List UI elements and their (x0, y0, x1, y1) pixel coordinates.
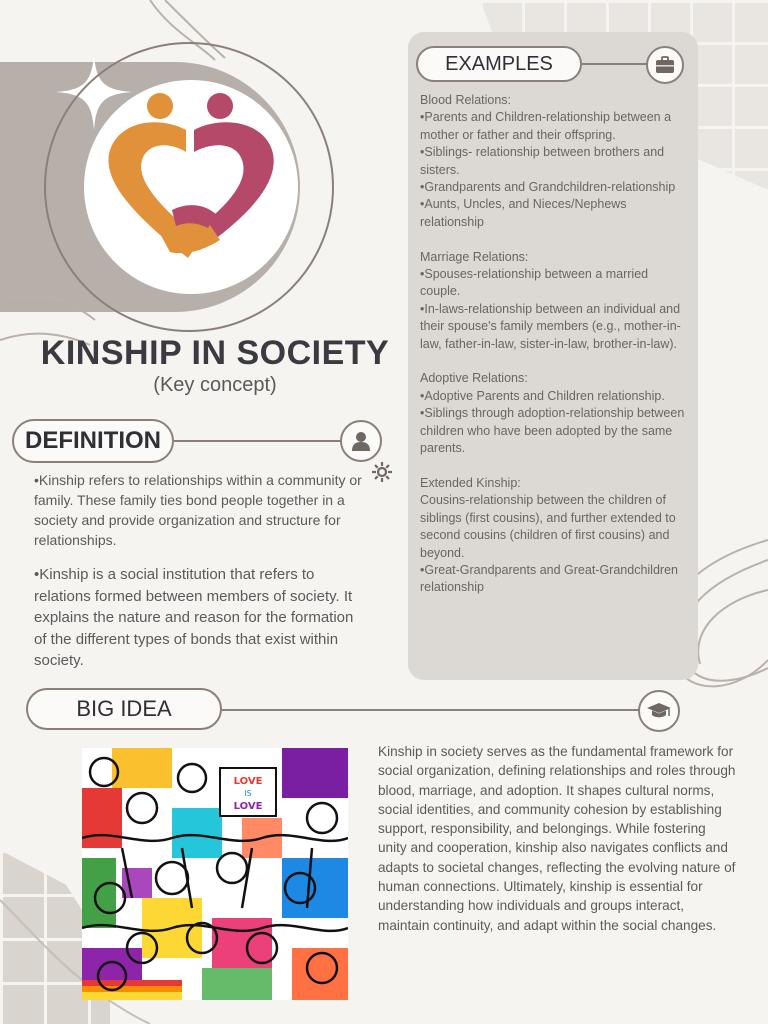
sign-text-line-3: LOVE (233, 801, 263, 812)
example-group-title: Extended Kinship: (420, 475, 521, 490)
example-item: •Parents and Children-relationship between a mother or father and their offspring. (420, 110, 672, 142)
definition-heading: DEFINITION (12, 419, 174, 463)
definition-divider (174, 440, 342, 442)
definition-paragraph-1: •Kinship refers to relationships within a community or family. These family ties bond people together in a society and provide organization and structure for relationships. (34, 472, 362, 548)
graduation-cap-icon (638, 690, 680, 732)
example-group-adoptive (420, 370, 690, 457)
crowd-illustration (82, 748, 348, 1000)
example-item: •Great-Grandparents and Great-Grandchildren relationship (420, 562, 678, 595)
person-icon (340, 420, 382, 462)
example-item: •In-laws-relationship between an individual and their spouse's family members (e.g., mother-in-law, father-in-law, sister-in-law, brother-in-law). (420, 301, 681, 351)
examples-divider (582, 63, 648, 65)
example-group-title: Marriage Relations: (420, 249, 529, 264)
examples-list (420, 92, 690, 614)
gear-icon (371, 461, 393, 483)
example-item: •Siblings through adoption-relationship between children who have been adopted by the same parents. (420, 406, 685, 456)
example-item: •Siblings- relationship between brothers and sisters. (420, 145, 665, 177)
sign-text-line-1: LOVE (233, 776, 263, 787)
heart-handshake-logo-icon (100, 90, 284, 270)
example-item: •Spouses-relationship between a married couple. (420, 267, 649, 299)
definition-paragraph-2: •Kinship is a social institution that refers to relations formed between members of society. It explains the nature and reason for the formation of the different types of bonds that exist within society. (34, 566, 354, 669)
big-idea-heading: BIG IDEA (26, 688, 222, 730)
example-group-title: Adoptive Relations: (420, 371, 528, 386)
big-idea-text: Kinship in society serves as the fundamental framework for social organization, defining relationships and roles through blood, marriage, and adoption. It shapes cultural norms, social identities, and community cohesion by establishing support, responsibility, and belongings. While fostering unity and cooperation, kinship also navigates conflicts and adapts to societal changes, reflecting the evolving nature of human connections. Ultimately, kinship is essential for understanding how individuals and groups interact, maintain continuity, and adapt within the social changes. (378, 744, 736, 933)
example-group-title: Blood Relations: (420, 93, 512, 107)
example-group-extended (420, 475, 690, 597)
example-item: •Adoptive Parents and Children relationship. (420, 388, 665, 403)
big-idea-divider (222, 709, 640, 711)
briefcase-icon (646, 46, 684, 84)
page-title: KINSHIP IN SOCIETY (40, 334, 390, 372)
example-item: Cousins-relationship between the children of siblings (first cousins), and further extended to second cousins (children of first cousins) and beyond. (420, 493, 676, 560)
example-item: •Grandparents and Grandchildren-relationship (420, 180, 676, 195)
sign-text-line-2: IS (244, 789, 252, 798)
examples-heading: EXAMPLES (416, 46, 582, 82)
example-group-blood (420, 92, 690, 231)
crowd-illustration-art (82, 748, 348, 1000)
page-subtitle: (Key concept) (153, 374, 277, 396)
example-item: •Aunts, Uncles, and Nieces/Nephews relationship (420, 197, 627, 229)
example-group-marriage (420, 249, 690, 353)
